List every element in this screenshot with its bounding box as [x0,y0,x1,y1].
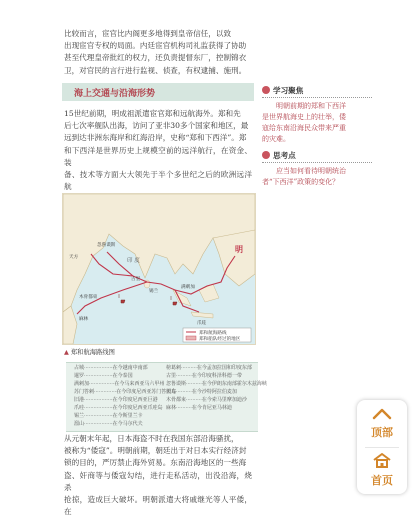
text-line: 被称为“倭寇”。明朝前期，朝廷出于对日本实行经济封 [64,446,247,456]
study-focus-text [262,101,372,145]
text-line: 是世界航海史上的壮举，倭 [262,113,346,121]
map-label-malacca: 满剌加 [181,285,195,290]
text-line: 明朝前期的郑和下西洋 [276,102,346,110]
map-graphic [63,194,255,344]
table-cell: 榜葛剌··········在今孟加拉国和印度东部 [166,365,252,371]
map-label-malindi: 麻林 [79,317,89,322]
text-line: 远到达非洲东海岸和红海沿岸，史称“郑和下西洋”。郑 [64,133,247,143]
map-label-india: 印 度 [127,258,140,264]
divider [262,162,372,163]
legend-area-label: 郑和船队经过的地区 [199,337,241,342]
think-point-text [262,166,372,188]
text-line: 甚至代理皇帝批红的权力，还负责提督东厂，控制锦衣 [64,53,247,63]
map-label-mecca: 天方 [69,255,79,260]
home-button[interactable] [357,449,407,493]
map-label-ming: 明 [235,245,243,254]
text-line: 应当如何看待明朝统治 [276,167,346,175]
text-line: 比较而言，宦官比内阁更多地得到皇帝信任，以致 [64,29,232,38]
text-line: 从元朝末年起，日本海盗不时在我国东部沿海骚扰， [64,434,239,443]
text-line: 后七次率舰队出海，访问了亚非30多个国家和地区，最 [64,121,249,131]
back-to-top-label: 顶部 [371,426,393,439]
text-line: 寇给东南沿海民众带来严重 [262,124,346,132]
study-focus-icon [262,86,270,94]
back-to-top-button[interactable] [357,402,407,446]
legend-area-swatch [186,336,196,340]
text-line: 的灾难。 [262,135,290,143]
section-heading: 海上交通与沿海形势 [74,89,156,99]
legend-route-label: 郑和航海路线 [199,331,227,336]
intro-paragraph [64,28,252,77]
map-label-calicut: 古里 [131,277,141,282]
table-cell: 古里··········在今印度科泽科德一带 [166,373,242,379]
text-line: 15世纪前期，明成祖派遣宦官郑和远航海外。郑和先 [64,109,241,118]
think-point-title [262,150,296,161]
text-line: 出现宦官专权的局面。内廷宦官机构司礼监获得了协助 [64,41,247,51]
table-cell: 爪哇··················在今印度尼西亚爪哇岛 [74,405,163,411]
text-line: 和下西洋是世界历史上规模空前的远洋航行，在资金、装 [64,145,252,167]
table-cell: 木骨都束··········在今索马里摩加迪沙 [166,397,247,403]
chevron-up-icon [372,408,392,420]
think-point-icon [262,151,270,159]
map-label-hormuz: 忽鲁谟斯 [97,243,116,248]
table-cell: 占城··················在今越南中南部 [74,365,148,371]
home-icon [372,452,392,468]
text-line: 锁的目的，严厉禁止海外贸易。东南沿海地区的一些海 [64,458,247,468]
map-caption [64,347,115,356]
map-label-java: 爪哇 [197,321,207,326]
text-line: 抢掠，造成巨大破坏。明朝派遣大将戚继光等人平倭，在 [64,495,252,517]
wokou-paragraph [64,433,252,518]
text-line: 卫，对官民的言行进行监视、侦查，有权逮捕、施刑。 [64,65,247,75]
map-caption-text: 郑和航海路线图 [70,349,115,356]
think-point-label: 思考点 [273,151,296,160]
home-label: 首页 [371,474,393,487]
divider [262,97,372,98]
map-label-ceylon: 锡兰 [149,289,159,294]
table-cell: 忽鲁谟斯··········在今伊朗东南部霍尔木兹海峡 [166,381,267,387]
text-line: 备、技术等方面大大领先于半个多世纪之后的欧洲远洋航 [64,170,252,192]
table-cell: 天方··········在今沙特阿拉伯麦加 [166,389,237,395]
table-cell: 满剌加················在今马来西亚马六甲州 [74,381,165,387]
text-line: 盗、奸商等与倭寇勾结，进行走私活动，出没沿海，烧杀 [64,470,252,492]
divider [365,447,399,448]
table-cell: 溜山··················在今马尔代夫 [74,421,143,427]
place-name-table [66,362,267,432]
text-line: 者“下西洋”政策的变化？ [262,178,340,186]
floating-nav [357,400,407,494]
map-label-mogadishu: 木骨都束 [79,295,98,300]
study-focus-title [262,85,303,96]
table-cell: 锡兰··················在今斯里兰卡 [74,413,143,419]
study-focus-label: 学习聚焦 [273,86,304,95]
caption-marker-icon: ▲ [64,349,69,356]
table-cell: 苏门答剌··············在今印度尼西亚苏门答腊岛 [74,389,177,395]
table-cell: 麻林··········在今肯尼亚马林迪 [166,405,232,411]
zhenghe-route-map [62,193,256,345]
table-cell: 暹罗··················在今泰国 [74,373,133,379]
table-cell: 旧港··················在今印度尼西亚巨港 [74,397,158,403]
